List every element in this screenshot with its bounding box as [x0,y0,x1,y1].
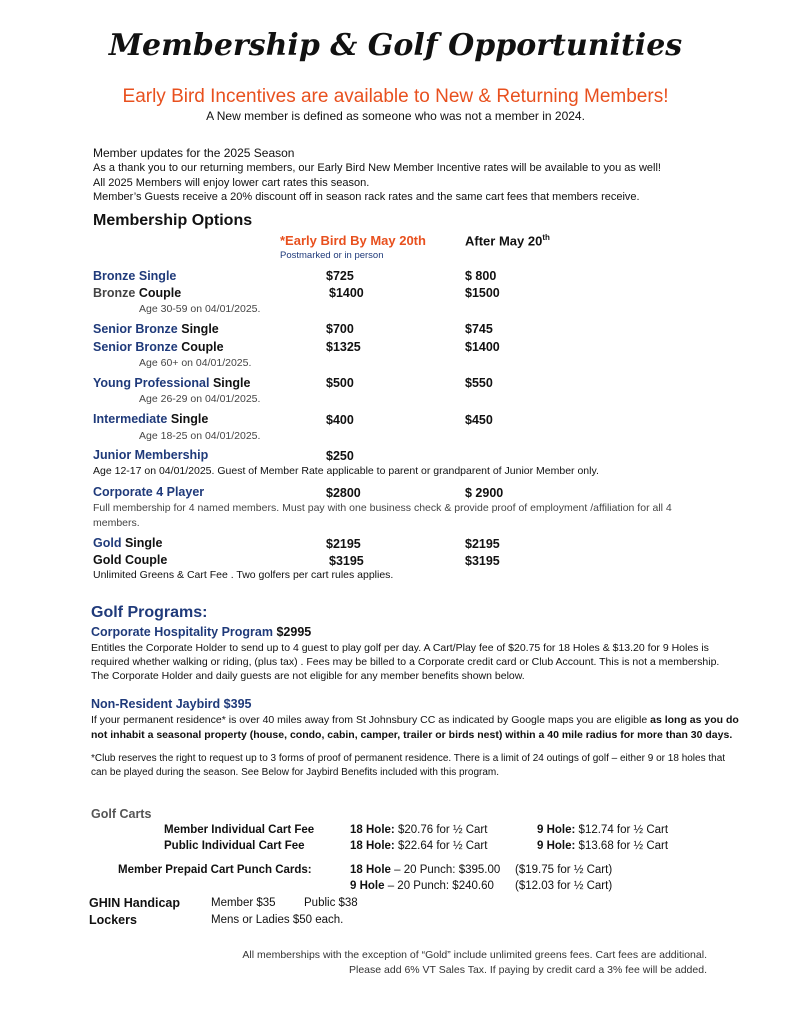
member-9-hole-fee: 9 Hole: $12.74 for ½ Cart [537,824,669,836]
gold-couple-after-price: $3195 [465,554,500,568]
lockers-price: Mens or Ladies $50 each. [211,914,344,926]
public-9-hole-fee: 9 Hole: $13.68 for ½ Cart [537,840,669,852]
gold-single-after-price: $2195 [465,537,500,551]
golf-carts-heading: Golf Carts [91,807,152,821]
junior-note: Age 12-17 on 04/01/2025. Guest of Member Rate applicable to parent or grandparent of Junior Member only. [93,465,599,477]
gold-couple-early-price: $3195 [329,554,364,568]
ghin-member-price: Member $35 [211,897,276,909]
bronze-couple-early-price: $1400 [329,286,364,300]
membership-options-heading: Membership Options [93,212,253,229]
jaybird-heading: Non-Resident Jaybird $395 [91,697,252,711]
junior-early-price: $250 [326,449,354,463]
ghin-handicap-label: GHIN Handicap [89,896,180,910]
new-member-definition: A New member is defined as someone who was not a member in 2024. [206,109,585,123]
page-title: Membership & Golf Opportunities [108,28,683,63]
punch-18-hole-half-cart: ($19.75 for ½ Cart) [515,864,613,876]
footer-line-1: All memberships with the exception of “Gold” include unlimited greens fees. Cart fees are additional. [242,949,707,961]
punch-card-label: Member Prepaid Cart Punch Cards: [118,864,312,876]
public-18-hole-fee: 18 Hole: $22.64 for ½ Cart [350,840,488,852]
punch-9-hole: 9 Hole – 20 Punch: $240.60 [350,880,494,892]
intermediate-early-price: $400 [326,413,354,427]
member-18-hole-fee: 18 Hole: $20.76 for ½ Cart [350,824,488,836]
updates-line-3: Member’s Guests receive a 20% discount off in season rack rates and the same cart fees that members receive. [93,191,640,203]
intermediate-age-note: Age 18-25 on 04/01/2025. [139,430,261,442]
jaybird-text: If your permanent residence* is over 40 miles away from St Johnsbury CC as indicated by Google maps you are eligible as long as you do not inhabit a seasonal property (house, condo, cabin, camper, trailer or birds nest) within a 40 mile radius for more than 30 days. [91,714,739,741]
intermediate-after-price: $450 [465,413,493,427]
early-bird-banner: Early Bird Incentives are available to New & Returning Members! [122,86,669,107]
senior-bronze-couple-after-price: $1400 [465,340,500,354]
young-professional-age-note: Age 26-29 on 04/01/2025. [139,393,261,405]
corporate-early-price: $2800 [326,486,361,500]
updates-line-2: All 2025 Members will enjoy lower cart rates this season. [93,177,370,189]
footer-line-2: Please add 6% VT Sales Tax. If paying by credit card a 3% fee will be added. [349,964,707,976]
corporate-4-player-label: Corporate 4 Player [93,485,205,499]
gold-single-early-price: $2195 [326,537,361,551]
senior-bronze-single-early-price: $700 [326,322,354,336]
young-professional-label: Young Professional Single [93,376,251,390]
lockers-label: Lockers [89,913,137,927]
senior-bronze-single-after-price: $745 [465,322,493,336]
punch-9-hole-half-cart: ($12.03 for ½ Cart) [515,880,613,892]
early-bird-note: Postmarked or in person [280,250,384,261]
updates-heading: Member updates for the 2025 Season [93,146,295,160]
corporate-hospitality-text: Entitles the Corporate Holder to send up to 4 guest to play golf per day. A Cart/Play fee of $20.75 for 18 Holes & $13.20 for 9 Holes is required whether walking or riding, (plus tax) . Fees may be billed to a Corporate credit card or Club Account. This is not a membership. The Corporate Holder and daily guests are not eligible for any member benefits shown below. [91,642,720,682]
punch-18-hole: 18 Hole – 20 Punch: $395.00 [350,864,501,876]
public-cart-fee-label: Public Individual Cart Fee [164,840,305,852]
senior-bronze-age-note: Age 60+ on 04/01/2025. [139,357,252,369]
updates-line-1: As a thank you to our returning members, our Early Bird New Member Incentive rates will be available to you as well! [93,162,661,174]
young-professional-after-price: $550 [465,376,493,390]
golf-programs-heading: Golf Programs: [91,604,208,621]
senior-bronze-couple-early-price: $1325 [326,340,361,354]
junior-membership-label: Junior Membership [93,448,209,462]
corporate-note: Full membership for 4 named members. Must pay with one business check & provide proof of employment /affiliation for all 4 members. [93,502,672,529]
senior-bronze-single-label: Senior Bronze Single [93,322,219,336]
corporate-after-price: $ 2900 [465,486,504,500]
young-professional-early-price: $500 [326,376,354,390]
gold-couple-label: Gold Couple [93,553,168,567]
bronze-couple-label: Bronze Couple [93,286,182,300]
member-cart-fee-label: Member Individual Cart Fee [164,824,315,836]
ghin-public-price: Public $38 [304,897,358,909]
early-bird-column-header: *Early Bird By May 20th [280,233,426,248]
jaybird-note: *Club reserves the right to request up to 3 forms of proof of permanent residence. There is a limit of 24 outings of golf – either 9 or 18 holes that can be played during the season. See Below for Jaybird Benefits included with this program. [91,753,726,778]
bronze-single-after-price: $ 800 [465,269,497,283]
bronze-single-early-price: $725 [326,269,354,283]
gold-single-label: Gold Single [93,536,163,550]
bronze-couple-after-price: $1500 [465,286,500,300]
intermediate-label: Intermediate Single [93,412,209,426]
bronze-single-label: Bronze Single [93,269,177,283]
bronze-age-note: Age 30-59 on 04/01/2025. [139,303,261,315]
senior-bronze-couple-label: Senior Bronze Couple [93,340,224,354]
corporate-hospitality-heading: Corporate Hospitality Program $2995 [91,625,312,639]
gold-note: Unlimited Greens & Cart Fee . Two golfers per cart rules applies. [93,569,394,581]
after-may-column-header: After May 20th [465,233,550,249]
